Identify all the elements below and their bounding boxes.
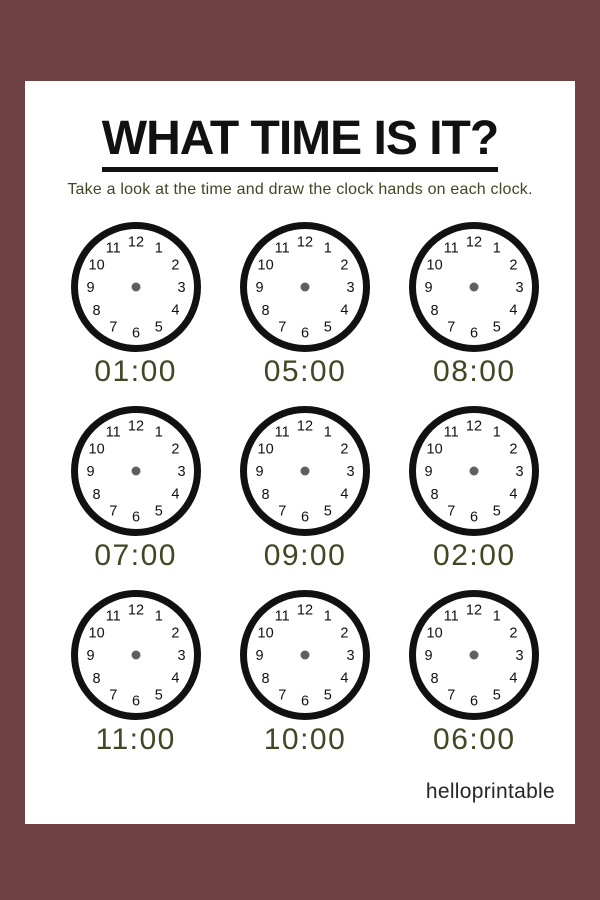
clock-number: 6 — [470, 693, 479, 710]
clock-number: 1 — [323, 608, 332, 625]
clock-number: 12 — [466, 602, 483, 619]
clock-number: 12 — [127, 418, 144, 435]
clock-number: 4 — [171, 486, 180, 503]
clock-number: 7 — [278, 687, 287, 704]
clock-center-dot — [470, 651, 479, 660]
clock-center-dot — [470, 467, 479, 476]
clock-number: 10 — [257, 441, 274, 458]
clock-number: 1 — [154, 608, 163, 625]
clock-face — [70, 589, 202, 721]
clock-number: 11 — [443, 424, 460, 441]
clock-number: 7 — [108, 687, 117, 704]
clock-number: 11 — [105, 608, 121, 625]
clock-number: 12 — [466, 234, 483, 251]
time-label: 09:00 — [263, 539, 347, 572]
clock-number: 8 — [261, 302, 270, 319]
clock-number: 3 — [515, 648, 524, 664]
clock-number: 2 — [171, 441, 180, 458]
time-label: 05:00 — [263, 355, 347, 388]
clock-number: 9 — [424, 648, 433, 664]
clock-number: 6 — [131, 693, 140, 710]
clock-number: 7 — [108, 503, 117, 520]
clock-number: 5 — [493, 503, 502, 520]
clock-number: 7 — [447, 687, 456, 704]
clock-center-dot — [131, 467, 140, 476]
clock-number: 12 — [296, 234, 314, 251]
clock-number: 1 — [323, 424, 332, 441]
clock-number: 5 — [323, 503, 332, 520]
clock-cell — [390, 589, 559, 757]
clock-number: 9 — [255, 648, 264, 664]
clock-number: 11 — [274, 608, 290, 625]
clock-number: 4 — [509, 302, 518, 319]
clock-number: 5 — [493, 319, 502, 336]
clock-number: 11 — [443, 608, 460, 625]
clock-number: 2 — [509, 257, 518, 274]
clock-number: 12 — [296, 602, 314, 619]
clock-number: 2 — [509, 441, 518, 458]
clock-number: 7 — [108, 319, 117, 336]
clock-number: 11 — [443, 240, 460, 257]
clock-cell — [51, 221, 220, 389]
clock-number: 10 — [88, 441, 105, 458]
clock-number: 1 — [493, 608, 502, 625]
clock-center-dot — [300, 283, 309, 292]
time-label: 08:00 — [433, 355, 516, 388]
clock-face — [70, 405, 202, 537]
clock-number: 7 — [447, 503, 456, 520]
clock-number: 9 — [255, 280, 264, 296]
clock-number: 8 — [261, 486, 270, 503]
clock-cell — [51, 589, 220, 757]
clock-number: 12 — [466, 418, 483, 435]
clock-number: 2 — [171, 625, 180, 642]
clock-number: 1 — [154, 424, 163, 441]
time-label: 01:00 — [94, 355, 177, 388]
clock-number: 11 — [274, 240, 290, 257]
clock-number: 10 — [426, 441, 443, 458]
clock-cell — [220, 589, 389, 757]
clock-number: 5 — [493, 687, 502, 704]
instructions-text: Take a look at the time and draw the clock hands on each clock. — [67, 181, 533, 198]
time-label: 02:00 — [433, 539, 516, 572]
clock-number: 11 — [105, 424, 121, 441]
clock-number: 5 — [323, 319, 332, 336]
clock-number: 8 — [92, 670, 101, 687]
clock-face — [408, 221, 540, 353]
clock-cell — [220, 221, 389, 389]
clock-number: 7 — [447, 319, 456, 336]
clock-face — [239, 589, 371, 721]
clock-number: 6 — [131, 509, 140, 526]
clock-number: 8 — [430, 486, 439, 503]
clock-number: 1 — [493, 240, 502, 257]
clock-number: 7 — [278, 503, 287, 520]
clock-number: 6 — [300, 693, 310, 710]
clock-face — [408, 405, 540, 537]
clock-face — [239, 221, 371, 353]
clocks-grid — [25, 221, 575, 757]
clock-number: 8 — [92, 486, 101, 503]
clock-number: 3 — [515, 464, 524, 480]
clock-number: 9 — [424, 280, 433, 296]
clock-number: 6 — [131, 325, 140, 342]
title-row — [25, 112, 575, 172]
worksheet-page — [25, 81, 575, 824]
clock-cell — [390, 405, 559, 573]
clock-center-dot — [470, 283, 479, 292]
clock-number: 6 — [470, 509, 479, 526]
clock-face — [239, 405, 371, 537]
clock-number: 10 — [426, 625, 443, 642]
clock-number: 2 — [171, 257, 180, 274]
clock-number: 8 — [92, 302, 101, 319]
clock-number: 4 — [340, 302, 349, 319]
clock-number: 4 — [171, 302, 180, 319]
clock-number: 2 — [340, 625, 349, 642]
clock-face — [408, 589, 540, 721]
clock-number: 1 — [493, 424, 502, 441]
clock-number: 3 — [177, 648, 186, 664]
clock-cell — [220, 405, 389, 573]
clock-number: 9 — [86, 648, 95, 664]
clock-number: 3 — [346, 280, 355, 296]
clock-center-dot — [131, 651, 140, 660]
clock-number: 12 — [296, 418, 314, 435]
clock-number: 3 — [515, 280, 524, 296]
clock-number: 5 — [154, 687, 163, 704]
clock-number: 5 — [154, 319, 163, 336]
clock-number: 10 — [257, 625, 274, 642]
clock-center-dot — [131, 283, 140, 292]
time-label: 07:00 — [94, 539, 177, 572]
clock-cell — [390, 221, 559, 389]
time-label: 11:00 — [95, 723, 176, 756]
time-label: 10:00 — [263, 723, 347, 756]
clock-number: 6 — [300, 509, 310, 526]
clock-cell — [51, 405, 220, 573]
time-label: 06:00 — [433, 723, 516, 756]
clock-number: 11 — [274, 424, 290, 441]
clock-number: 2 — [340, 441, 349, 458]
clock-number: 4 — [509, 670, 518, 687]
clock-number: 9 — [424, 464, 433, 480]
page-title: WHAT TIME IS IT? — [102, 115, 498, 172]
clock-center-dot — [300, 467, 309, 476]
clock-number: 2 — [509, 625, 518, 642]
clock-number: 9 — [255, 464, 264, 480]
clock-number: 4 — [171, 670, 180, 687]
clock-number: 12 — [127, 602, 144, 619]
clock-number: 7 — [278, 319, 287, 336]
clock-number: 6 — [470, 325, 479, 342]
clock-number: 1 — [154, 240, 163, 257]
clock-number: 4 — [509, 486, 518, 503]
clock-number: 9 — [86, 280, 95, 296]
clock-number: 9 — [86, 464, 95, 480]
clock-number: 6 — [300, 325, 310, 342]
clock-number: 10 — [257, 257, 274, 274]
clock-number: 11 — [105, 240, 121, 257]
clock-number: 8 — [430, 670, 439, 687]
clock-face — [70, 221, 202, 353]
clock-number: 10 — [426, 257, 443, 274]
clock-number: 5 — [323, 687, 332, 704]
clock-number: 10 — [88, 625, 105, 642]
clock-number: 3 — [177, 464, 186, 480]
clock-number: 4 — [340, 486, 349, 503]
clock-number: 3 — [346, 464, 355, 480]
clock-number: 3 — [346, 648, 355, 664]
brand-watermark: helloprintable — [425, 780, 555, 803]
clock-number: 2 — [340, 257, 349, 274]
clock-number: 3 — [177, 280, 186, 296]
clock-number: 1 — [323, 240, 332, 257]
clock-center-dot — [300, 651, 309, 660]
clock-number: 10 — [88, 257, 105, 274]
clock-number: 8 — [430, 302, 439, 319]
clock-number: 5 — [154, 503, 163, 520]
clock-number: 12 — [127, 234, 144, 251]
clock-number: 8 — [261, 670, 270, 687]
clock-number: 4 — [340, 670, 349, 687]
